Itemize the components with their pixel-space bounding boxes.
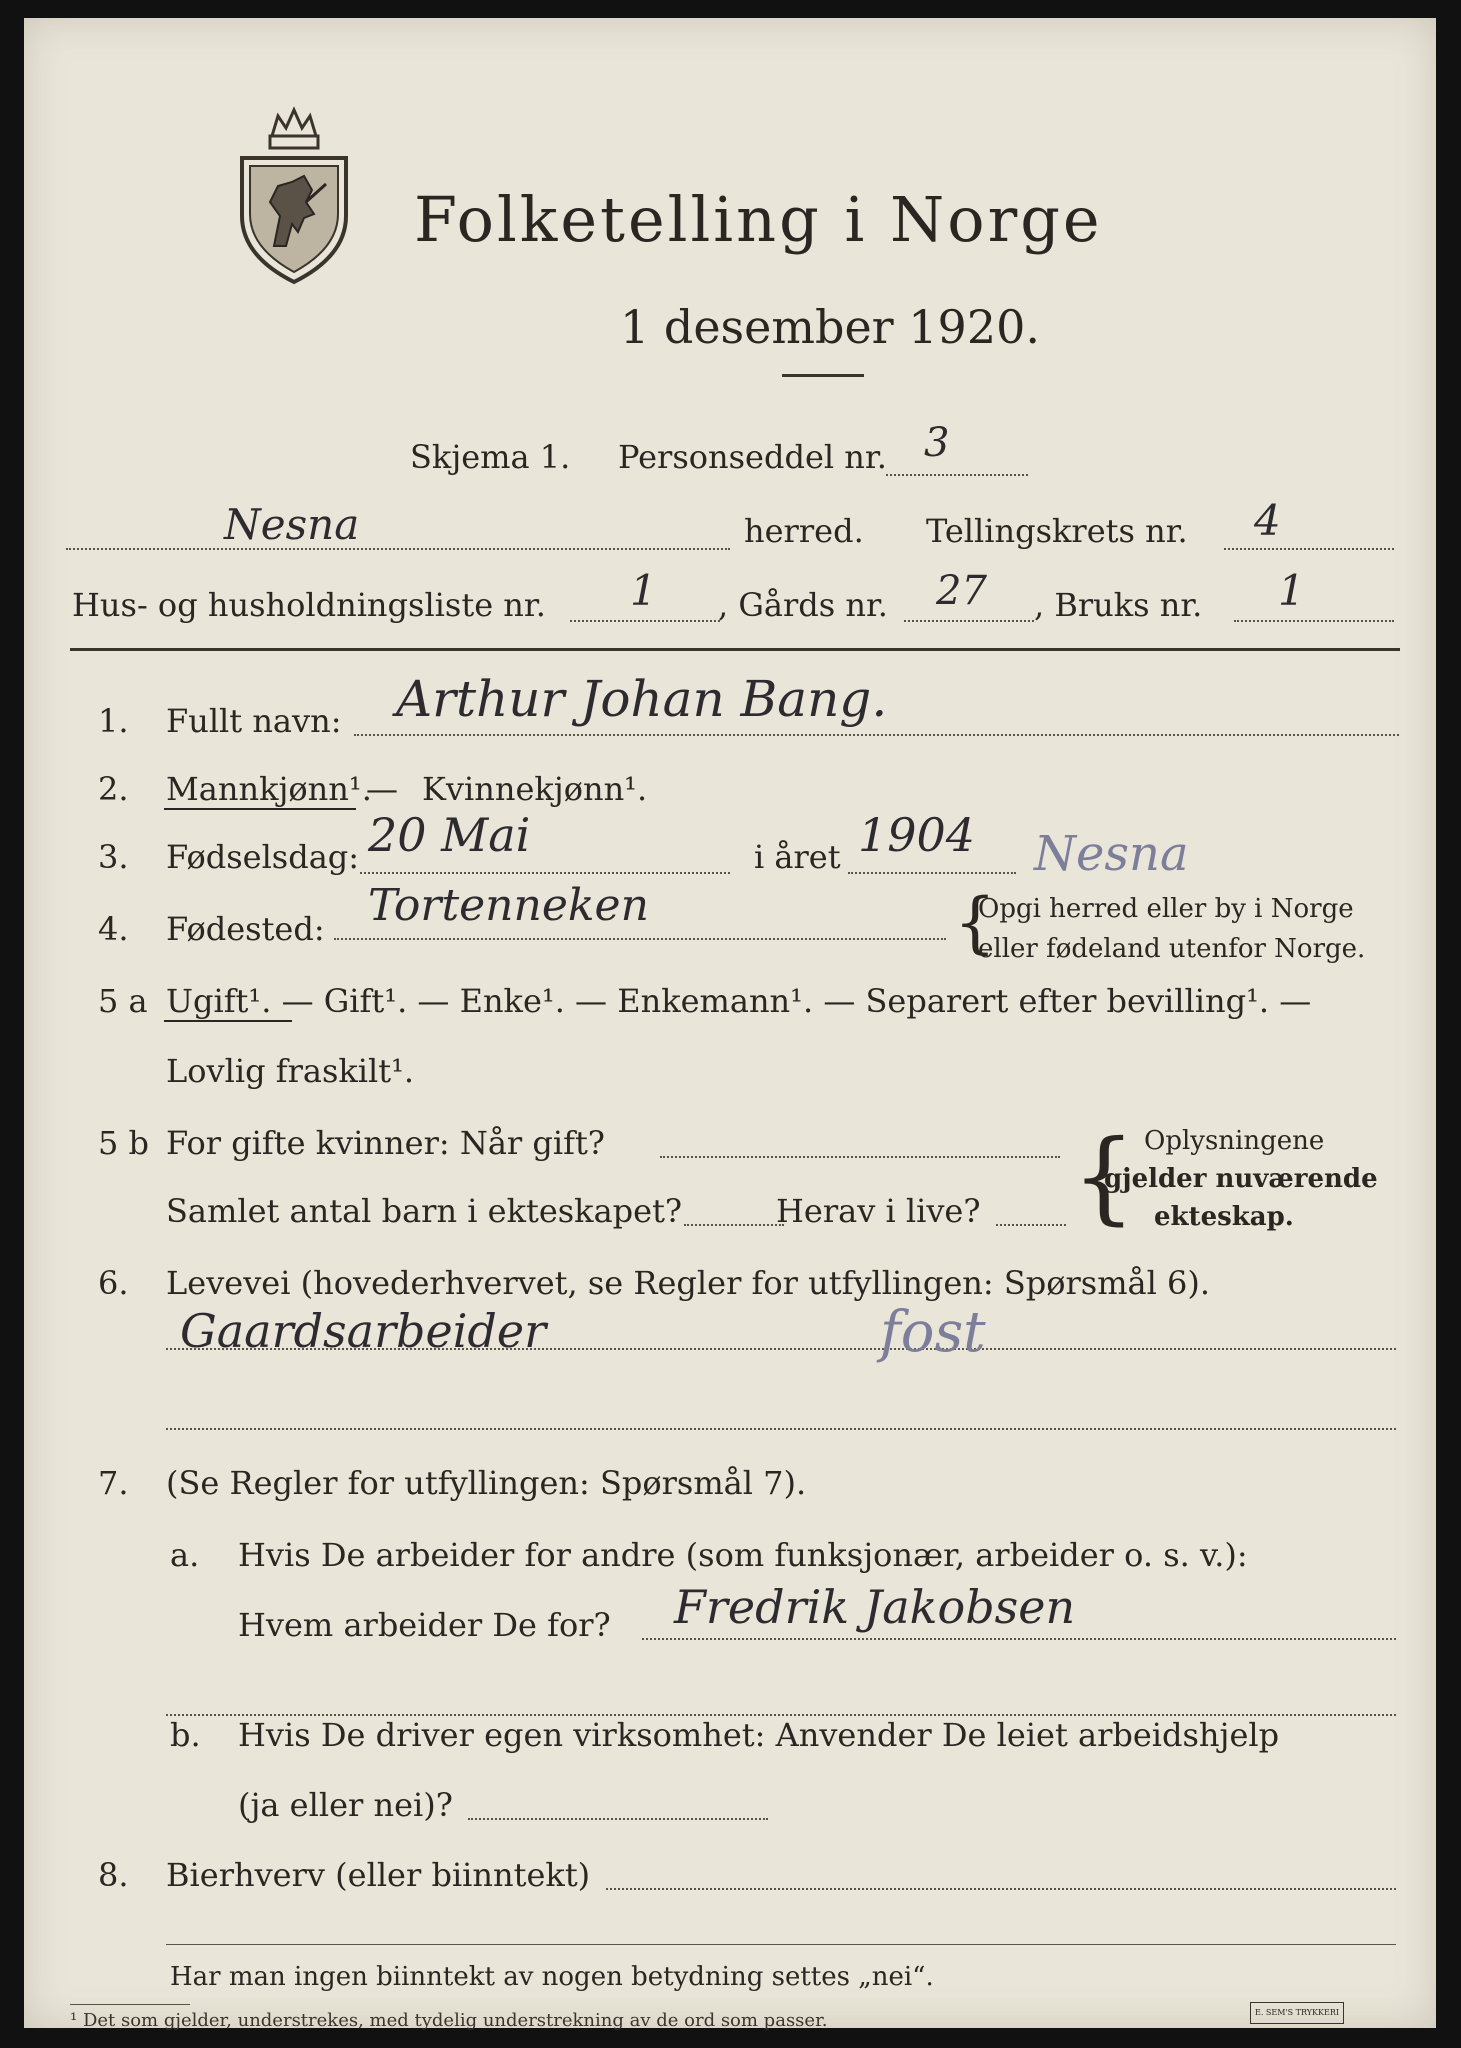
- birth-year-value[interactable]: 1904: [858, 808, 976, 862]
- q4-label: Fødested:: [166, 910, 325, 948]
- gards-label: , Gårds nr.: [718, 586, 888, 624]
- q7b-line2: (ja eller nei)?: [238, 1786, 453, 1824]
- birth-date-value[interactable]: 20 Mai: [368, 808, 531, 862]
- employer-value[interactable]: Fredrik Jakobsen: [674, 1580, 1076, 1634]
- q5b-living-field-line: [996, 1224, 1066, 1226]
- header-divider: [70, 648, 1400, 651]
- schema-label: Skjema 1.: [410, 438, 571, 476]
- q1-label: Fullt navn:: [166, 702, 342, 740]
- q2-dash: —: [366, 770, 398, 808]
- hus-value[interactable]: 1: [630, 566, 657, 615]
- ugift-underline: [164, 1020, 292, 1022]
- tellingskrets-value[interactable]: 4: [1254, 496, 1281, 545]
- male-option[interactable]: Mannkjønn¹.: [166, 770, 372, 808]
- norway-coat-of-arms-icon: [234, 106, 354, 286]
- q7-label: (Se Regler for utfyllingen: Spørsmål 7).: [166, 1464, 807, 1502]
- q8-field-line2: [166, 1944, 1396, 1945]
- q5b-number: 5 b: [98, 1124, 150, 1162]
- herred-field-line: [66, 548, 730, 550]
- tellingskrets-field-line: [1224, 548, 1394, 550]
- q7a-line2: Hvem arbeider De for?: [238, 1606, 611, 1644]
- census-date: 1 desember 1920.: [620, 300, 1040, 354]
- q7b-letter: b.: [170, 1716, 201, 1754]
- q4-note-line1: Opgi herred eller by i Norge: [978, 894, 1354, 924]
- marital-status-options-line2[interactable]: Lovlig fraskilt¹.: [166, 1052, 415, 1090]
- bruks-label: , Bruks nr.: [1034, 586, 1203, 624]
- herred-label: herred.: [744, 512, 864, 550]
- footnote-text: ¹ Det som gjelder, understrekes, med tydelig understrekning av de ord som passer.: [70, 2010, 828, 2031]
- full-name-value[interactable]: Arthur Johan Bang.: [396, 670, 888, 728]
- footnote-rule: [70, 2004, 190, 2005]
- occupation-margin-mark: fost: [880, 1300, 986, 1365]
- herred-value[interactable]: Nesna: [224, 500, 360, 549]
- q7-number: 7.: [98, 1464, 129, 1502]
- q6-field-line2: [166, 1428, 1396, 1430]
- q5b-married-when: For gifte kvinner: Når gift?: [166, 1124, 605, 1162]
- birthplace-value[interactable]: Tortenneken: [368, 880, 649, 931]
- q5b-living-label: Herav i live?: [776, 1192, 981, 1230]
- bruks-field-line: [1234, 620, 1394, 622]
- q8-label: Bierhverv (eller biinntekt): [166, 1856, 591, 1894]
- hus-field-line: [570, 620, 720, 622]
- personseddel-field-line: [886, 474, 1028, 476]
- q5a-number: 5 a: [98, 982, 148, 1020]
- hus-label: Hus- og husholdningsliste nr.: [72, 586, 546, 624]
- occupation-value[interactable]: Gaardsarbeider: [180, 1304, 547, 1358]
- q5b-children-field-line: [684, 1224, 784, 1226]
- q5b-note-line2: gjelder nuværende: [1104, 1164, 1378, 1194]
- marital-status-options[interactable]: Ugift¹. — Gift¹. — Enke¹. — Enkemann¹. — Separert efter bevilling¹. —: [166, 982, 1312, 1020]
- q3-number: 3.: [98, 838, 129, 876]
- q3-year-field-line: [848, 872, 1016, 874]
- q3-label: Fødselsdag:: [166, 838, 360, 876]
- q8-number: 8.: [98, 1856, 129, 1894]
- q6-number: 6.: [98, 1264, 129, 1302]
- q5b-married-field-line: [660, 1156, 1060, 1158]
- gards-value[interactable]: 27: [936, 568, 987, 614]
- q5b-children-label: Samlet antal barn i ekteskapet?: [166, 1192, 683, 1230]
- q4-note-line2: eller fødeland utenfor Norge.: [978, 934, 1366, 964]
- page-title: Folketelling i Norge: [414, 183, 1103, 256]
- q5b-note-line1: Oplysningene: [1144, 1126, 1325, 1156]
- q7b-line1: Hvis De driver egen virksomhet: Anvender De leiet arbeidshjelp: [238, 1716, 1280, 1754]
- gards-field-line: [904, 620, 1034, 622]
- q6-label: Levevei (hovederhvervet, se Regler for utfyllingen: Spørsmål 6).: [166, 1264, 1211, 1302]
- q2-number: 2.: [98, 770, 129, 808]
- q5b-note-line3: ekteskap.: [1154, 1202, 1294, 1232]
- q8-field-line: [606, 1888, 1396, 1890]
- q4-brace: {: [954, 884, 996, 961]
- q4-number: 4.: [98, 910, 129, 948]
- q7a-field-line: [642, 1638, 1396, 1640]
- q4-field-line: [334, 938, 946, 940]
- q5b-brace: {: [1072, 1118, 1136, 1235]
- q1-number: 1.: [98, 702, 129, 740]
- q1-field-line: [354, 734, 1399, 736]
- margin-note-nesna: Nesna: [1034, 826, 1189, 882]
- q7b-field-line: [468, 1818, 768, 1820]
- q3-year-label: i året: [754, 838, 841, 876]
- tellingskrets-label: Tellingskrets nr.: [926, 512, 1188, 550]
- printer-stamp: E. SEM'S TRYKKERI: [1250, 2002, 1344, 2024]
- q7a-letter: a.: [170, 1536, 200, 1574]
- female-option[interactable]: Kvinnekjønn¹.: [422, 770, 648, 808]
- footer-note: Har man ingen biinntekt av nogen betydning settes „nei“.: [170, 1962, 934, 1992]
- census-form-page: [24, 18, 1436, 2031]
- q7a-line1: Hvis De arbeider for andre (som funksjonær, arbeider o. s. v.):: [238, 1536, 1248, 1574]
- personseddel-label: Personseddel nr.: [618, 438, 887, 476]
- title-divider: [782, 374, 864, 377]
- q3-date-field-line: [360, 872, 730, 874]
- bruks-value[interactable]: 1: [1278, 566, 1305, 615]
- personseddel-value[interactable]: 3: [924, 420, 950, 466]
- male-underline: [164, 808, 356, 810]
